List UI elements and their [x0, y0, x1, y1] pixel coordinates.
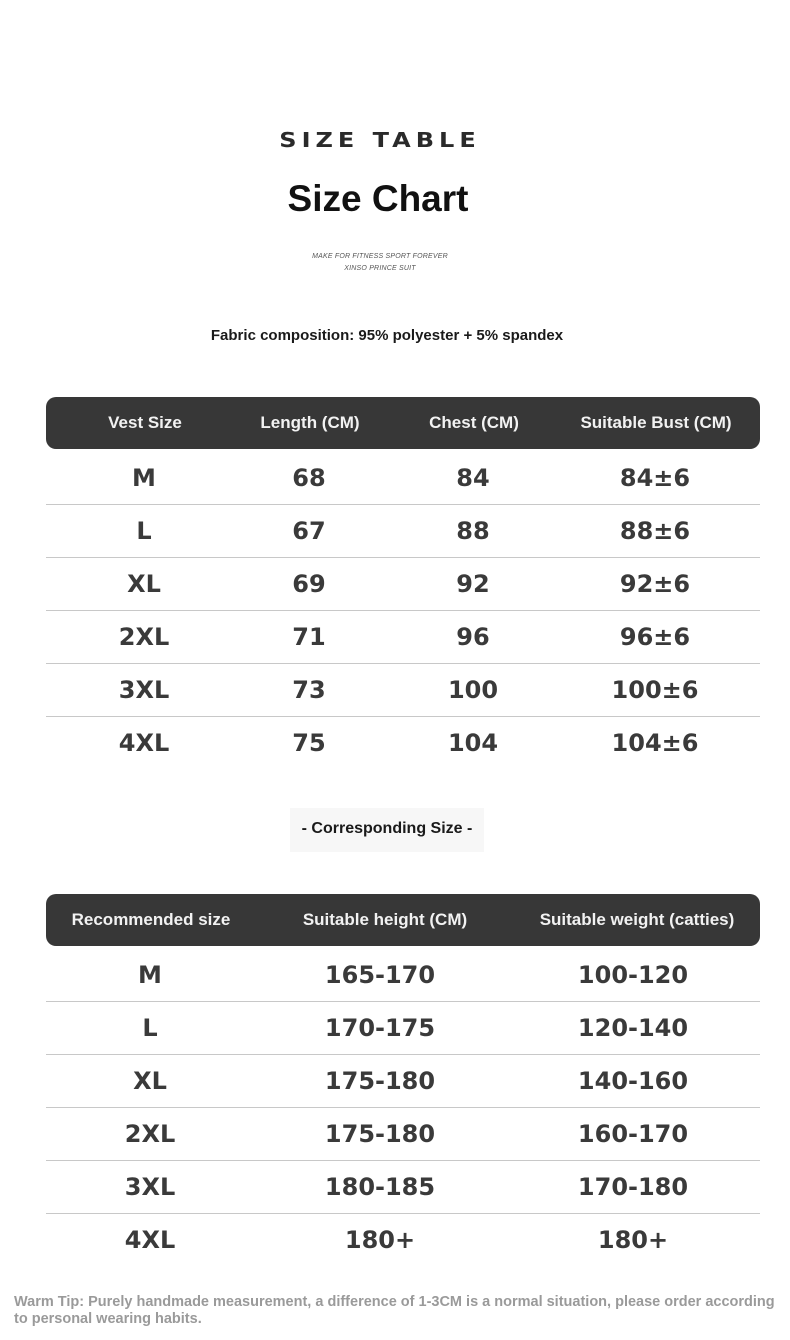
cell-height: 180-185	[324, 1173, 436, 1201]
tagline-line-1: MAKE FOR FITNESS SPORT FOREVER	[312, 253, 448, 260]
table-row	[46, 949, 760, 1002]
cell-height: 175-180	[324, 1067, 436, 1095]
cell-weight: 170-180	[577, 1173, 689, 1201]
cell-weight: 160-170	[577, 1120, 689, 1148]
cell-size: M	[138, 961, 162, 989]
size-table-body	[46, 449, 760, 769]
table-row	[46, 664, 760, 717]
cell-chest: 104	[447, 729, 499, 757]
recommended-table-body	[46, 946, 760, 1266]
cell-length: 73	[292, 676, 326, 704]
header-chest: Chest (CM)	[429, 413, 519, 432]
recommended-table-header	[46, 894, 760, 946]
cell-bust: 84±6	[619, 464, 691, 492]
cell-size: XL	[127, 570, 161, 598]
cell-size: 4XL	[124, 1226, 176, 1254]
recommended-size-table	[46, 894, 760, 1266]
cell-size: XL	[133, 1067, 167, 1095]
cell-height: 175-180	[324, 1120, 436, 1148]
size-table-header	[46, 397, 760, 449]
header-length: Length (CM)	[260, 413, 360, 432]
cell-size: 3XL	[118, 676, 170, 704]
cell-height: 170-175	[324, 1014, 436, 1042]
cell-size: L	[142, 1014, 158, 1042]
fabric-composition: Fabric composition: 95% polyester + 5% spandex	[210, 327, 564, 344]
cell-weight: 120-140	[577, 1014, 689, 1042]
brand-heading: SIZE TABLE	[279, 128, 481, 152]
cell-chest: 100	[447, 676, 499, 704]
cell-bust: 96±6	[619, 623, 691, 651]
cell-size: 3XL	[124, 1173, 176, 1201]
table-row	[46, 558, 760, 611]
cell-size: L	[136, 517, 152, 545]
cell-height: 180+	[344, 1226, 416, 1254]
table-row	[46, 611, 760, 664]
cell-bust: 92±6	[619, 570, 691, 598]
header-recommended-size: Recommended size	[71, 910, 231, 929]
table-row	[46, 505, 760, 558]
cell-chest: 84	[456, 464, 490, 492]
size-table	[46, 397, 760, 769]
cell-length: 67	[292, 517, 326, 545]
table-row	[46, 1108, 760, 1161]
table-row	[46, 1161, 760, 1214]
table-row	[46, 717, 760, 769]
cell-chest: 88	[456, 517, 490, 545]
cell-weight: 180+	[597, 1226, 669, 1254]
table-row	[46, 1002, 760, 1055]
cell-length: 68	[292, 464, 326, 492]
cell-chest: 96	[456, 623, 490, 651]
cell-length: 71	[292, 623, 326, 651]
header-suitable-height: Suitable height (CM)	[302, 910, 468, 929]
cell-weight: 100-120	[577, 961, 689, 989]
cell-bust: 100±6	[611, 676, 699, 704]
table-row	[46, 1214, 760, 1266]
cell-size: M	[132, 464, 156, 492]
page-title: Size Chart	[287, 178, 469, 219]
cell-size: 4XL	[118, 729, 170, 757]
cell-length: 75	[292, 729, 326, 757]
warm-tip: Warm Tip: Purely handmade measurement, a difference of 1-3CM is a normal situation, please order according to personal wearing habits.	[14, 1294, 775, 1327]
tagline-line-2: XINSO PRINCE SUIT	[344, 265, 416, 272]
corresponding-size-heading: - Corresponding Size -	[290, 808, 484, 852]
header-suitable-bust: Suitable Bust (CM)	[580, 413, 732, 432]
header-vest-size: Vest Size	[108, 413, 182, 432]
cell-chest: 92	[456, 570, 490, 598]
table-row	[46, 452, 760, 505]
cell-length: 69	[292, 570, 326, 598]
table-row	[46, 1055, 760, 1108]
cell-height: 165-170	[324, 961, 436, 989]
cell-size: 2XL	[118, 623, 170, 651]
cell-bust: 88±6	[619, 517, 691, 545]
cell-size: 2XL	[124, 1120, 176, 1148]
header-suitable-weight: Suitable weight (catties)	[539, 910, 735, 929]
cell-bust: 104±6	[611, 729, 699, 757]
cell-weight: 140-160	[577, 1067, 689, 1095]
